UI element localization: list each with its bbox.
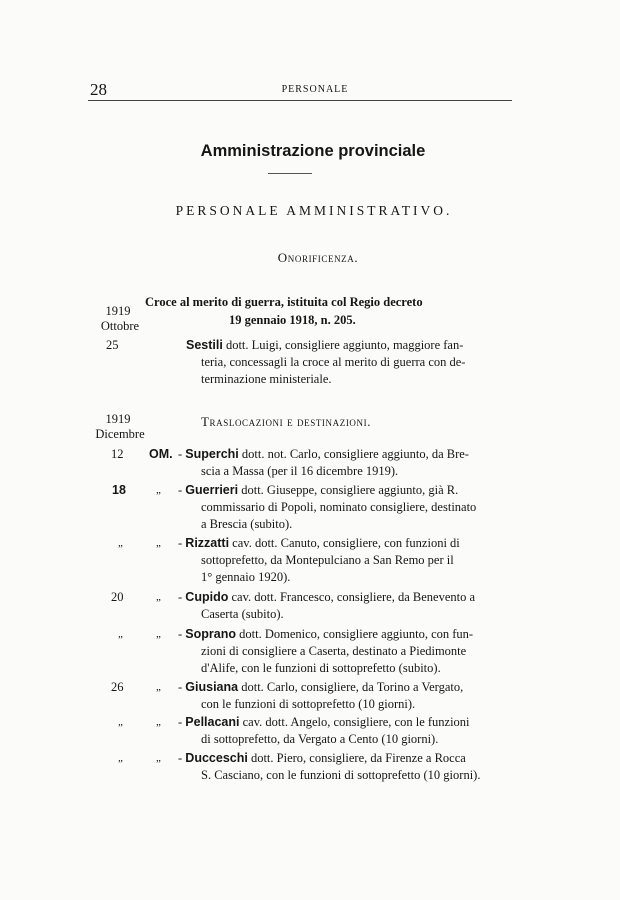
honors-entry-line-1 bbox=[186, 338, 463, 353]
entry-line-1: - Cupido cav. dott. Francesco, consigliere, da Benevento a bbox=[178, 590, 476, 604]
entry-day: 26 bbox=[111, 680, 124, 694]
entry-day: 20 bbox=[111, 590, 124, 604]
entry-day: 12 bbox=[111, 447, 124, 461]
title-rule bbox=[268, 173, 312, 174]
entry-line-1: - Soprano dott. Domenico, consigliere aggiunto, con fun- bbox=[178, 627, 474, 641]
entry-line-2: commissario di Popoli, nominato consigliere, destinato bbox=[201, 500, 477, 514]
honors-heading: Onorificenza. bbox=[277, 250, 359, 265]
honors-year: 1919 bbox=[105, 304, 131, 318]
entry-line-1: - Ducceschi dott. Piero, consigliere, da Firenze a Rocca bbox=[178, 751, 466, 765]
entry-mark: „ bbox=[156, 716, 161, 728]
sub-title: PERSONALE AMMINISTRATIVO. bbox=[175, 203, 453, 218]
entry-day: „ bbox=[118, 628, 123, 640]
honors-entry-day: 25 bbox=[106, 338, 119, 352]
entry-line-2: scia a Massa (per il 16 dicembre 1919). bbox=[201, 464, 399, 478]
entry-mark: „ bbox=[156, 752, 161, 764]
entry-text: cav. dott. Angelo, consigliere, con le funzioni bbox=[242, 715, 470, 729]
entry-line-2: zioni di consigliere a Caserta, destinato a Piedimonte bbox=[201, 644, 467, 658]
entry-mark: „ bbox=[156, 484, 161, 496]
entry-day: „ bbox=[118, 716, 123, 728]
entry-text: dott. Domenico, consigliere aggiunto, con fun- bbox=[239, 627, 474, 641]
entry-text: cav. dott. Canuto, consigliere, con funzioni di bbox=[232, 536, 460, 550]
entry-line-3: 1° gennaio 1920). bbox=[201, 570, 291, 584]
entry-line-3: a Brescia (subito). bbox=[201, 517, 293, 531]
entry-name: Giusiana bbox=[185, 680, 239, 694]
header-rule bbox=[88, 100, 512, 101]
entry-day: „ bbox=[118, 752, 123, 764]
entry-mark: OM. bbox=[149, 447, 173, 461]
entry-line-2: di sottoprefetto, da Vergato a Cento (10 giorni). bbox=[201, 732, 439, 746]
entry-mark: „ bbox=[156, 591, 161, 603]
honors-entry-name: Sestili bbox=[186, 338, 223, 352]
decree-line-2: 19 gennaio 1918, n. 205. bbox=[229, 313, 356, 327]
entry-line-2: con le funzioni di sottoprefetto (10 giorni). bbox=[201, 697, 416, 711]
entry-text: dott. Carlo, consigliere, da Torino a Vergato, bbox=[241, 680, 464, 694]
entry-day: „ bbox=[118, 537, 123, 549]
entry-name: Superchi bbox=[185, 447, 239, 461]
entry-line-1: - Superchi dott. not. Carlo, consigliere aggiunto, da Bre- bbox=[178, 447, 469, 461]
entry-line-1: - Rizzatti cav. dott. Canuto, consigliere, con funzioni di bbox=[178, 536, 460, 550]
section-title: Amministrazione provinciale bbox=[200, 142, 426, 160]
entry-line-2: Caserta (subito). bbox=[201, 607, 284, 621]
page-number: 28 bbox=[90, 80, 107, 99]
entry-name: Guerrieri bbox=[185, 483, 239, 497]
entry-line-3: d'Alife, con le funzioni di sottoprefetto (subito). bbox=[201, 661, 441, 675]
entry-mark: „ bbox=[156, 628, 161, 640]
honors-entry-line-3: terminazione ministeriale. bbox=[201, 372, 332, 386]
honors-entry-text-1: dott. Luigi, consigliere aggiunto, maggiore fan- bbox=[225, 338, 464, 352]
entry-line-1: - Guerrieri dott. Giuseppe, consigliere aggiunto, già R. bbox=[178, 483, 459, 497]
entry-line-1: - Pellacani cav. dott. Angelo, consigliere, con le funzioni bbox=[178, 715, 470, 729]
entry-line-1: - Giusiana dott. Carlo, consigliere, da Torino a Vergato, bbox=[178, 680, 464, 694]
entry-name: Soprano bbox=[185, 627, 236, 641]
honors-entry-line-2: teria, concessagli la croce al merito di guerra con de- bbox=[201, 355, 466, 369]
entry-name: Rizzatti bbox=[185, 536, 230, 550]
decree-line-1: Croce al merito di guerra, istituita col Regio decreto bbox=[145, 295, 423, 309]
entry-mark: „ bbox=[156, 537, 161, 549]
entry-line-2: S. Casciano, con le funzioni di sottoprefetto (10 giorni). bbox=[201, 768, 481, 782]
entry-day: 18 bbox=[112, 483, 126, 497]
transfers-heading: Traslocazioni e destinazioni. bbox=[201, 414, 372, 429]
entry-name: Cupido bbox=[185, 590, 229, 604]
entry-text: cav. dott. Francesco, consigliere, da Benevento a bbox=[231, 590, 476, 604]
entry-text: dott. not. Carlo, consigliere aggiunto, da Bre- bbox=[241, 447, 469, 461]
running-head: PERSONALE bbox=[281, 84, 349, 95]
entry-name: Pellacani bbox=[185, 715, 240, 729]
entry-text: dott. Piero, consigliere, da Firenze a Rocca bbox=[250, 751, 466, 765]
entry-name: Ducceschi bbox=[185, 751, 248, 765]
transfers-month: Dicembre bbox=[95, 427, 145, 441]
entry-line-2: sottoprefetto, da Montepulciano a San Remo per il bbox=[201, 553, 454, 567]
entry-mark: „ bbox=[156, 681, 161, 693]
honors-month: Ottobre bbox=[100, 319, 140, 333]
transfers-year: 1919 bbox=[105, 412, 131, 426]
entry-text: dott. Giuseppe, consigliere aggiunto, già R. bbox=[241, 483, 459, 497]
